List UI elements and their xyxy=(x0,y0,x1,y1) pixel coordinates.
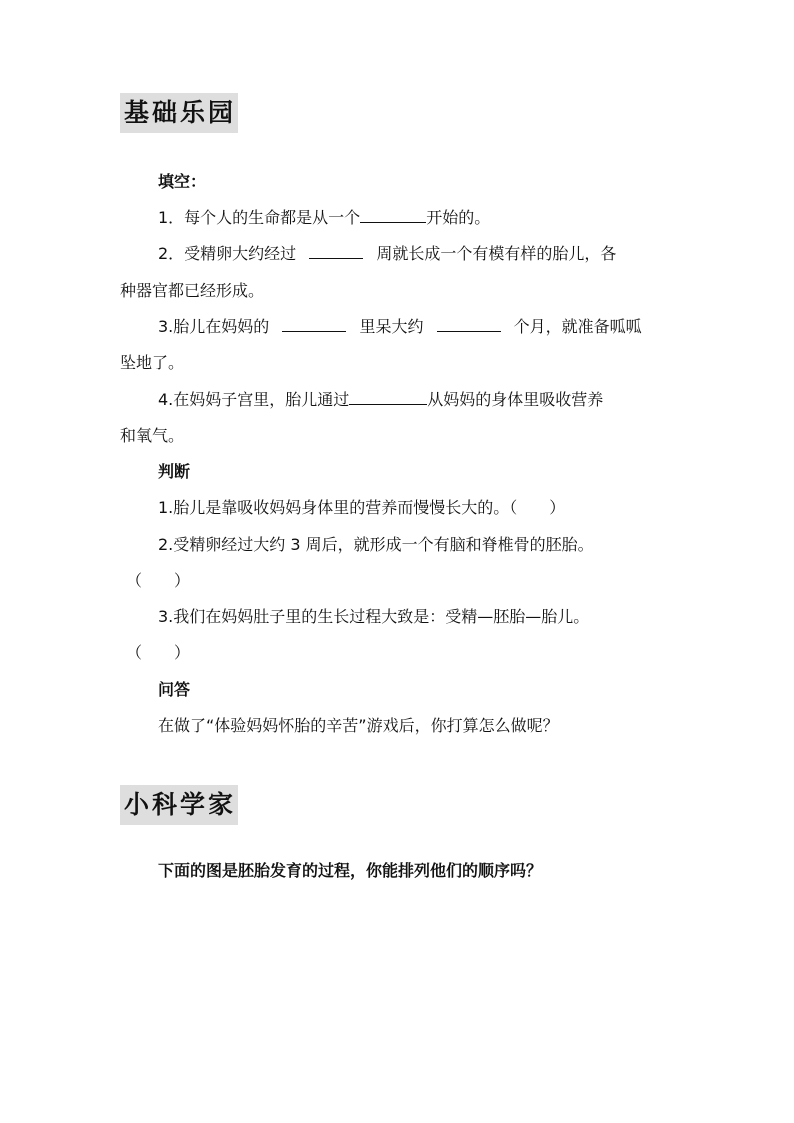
scientist-question: 下面的图是胚胎发育的过程，你能排列他们的顺序吗？ xyxy=(158,861,543,880)
fill-question-1 xyxy=(158,207,490,229)
fill-q4-prefix: 4.在妈妈子宫里，胎儿通过 xyxy=(158,390,350,409)
fill-q3-continuation: 坠地了。 xyxy=(120,353,185,372)
fill-q4-continuation: 和氧气。 xyxy=(120,426,185,445)
fill-question-2 xyxy=(158,243,616,265)
fill-q2-blank xyxy=(309,243,363,259)
fill-heading: 填空： xyxy=(158,172,207,191)
judge-question-2: 2.受精卵经过大约 3 周后，就形成一个有脑和脊椎骨的胚胎。 xyxy=(158,535,594,554)
section-banner-basics: 基础乐园 xyxy=(120,93,238,133)
fill-q2-prefix: 2．受精卵大约经过 xyxy=(158,244,297,263)
fill-q4-blank xyxy=(349,389,427,405)
judge-question-3: 3.我们在妈妈肚子里的生长过程大致是：受精—胚胎—胎儿。 xyxy=(158,607,590,626)
fill-q2-suffix: 周就长成一个有模有样的胎儿，各 xyxy=(376,244,617,263)
fill-q3-mid: 里呆大约 xyxy=(359,317,424,336)
judge-question-1: 1.胎儿是靠吸收妈妈身体里的营养而慢慢长大的。（ ） xyxy=(158,498,566,517)
fill-question-3 xyxy=(158,316,642,338)
fill-q4-suffix: 从妈妈的身体里吸收营养 xyxy=(427,390,604,409)
fill-q3-suffix: 个月，就准备呱呱 xyxy=(513,317,642,336)
fill-question-4 xyxy=(158,389,603,411)
judge-heading: 判断 xyxy=(158,462,191,481)
fill-q2-continuation: 种器官都已经形成。 xyxy=(120,281,265,300)
qa-heading: 问答 xyxy=(158,680,191,699)
fill-q1-suffix: 开始的。 xyxy=(426,208,491,227)
fill-q1-blank xyxy=(360,207,426,223)
judge-q3-answer-paren: （ ） xyxy=(126,643,191,662)
fill-q3-prefix: 3.胎儿在妈妈的 xyxy=(158,317,270,336)
fill-q3-blank-2 xyxy=(437,316,501,332)
fill-q3-blank-1 xyxy=(282,316,346,332)
section-banner-little-scientist: 小科学家 xyxy=(120,785,238,825)
fill-q1-prefix: 1．每个人的生命都是从一个 xyxy=(158,208,361,227)
qa-question-1: 在做了“体验妈妈怀胎的辛苦”游戏后，你打算怎么做呢？ xyxy=(158,716,559,735)
judge-q2-answer-paren: （ ） xyxy=(126,571,191,590)
